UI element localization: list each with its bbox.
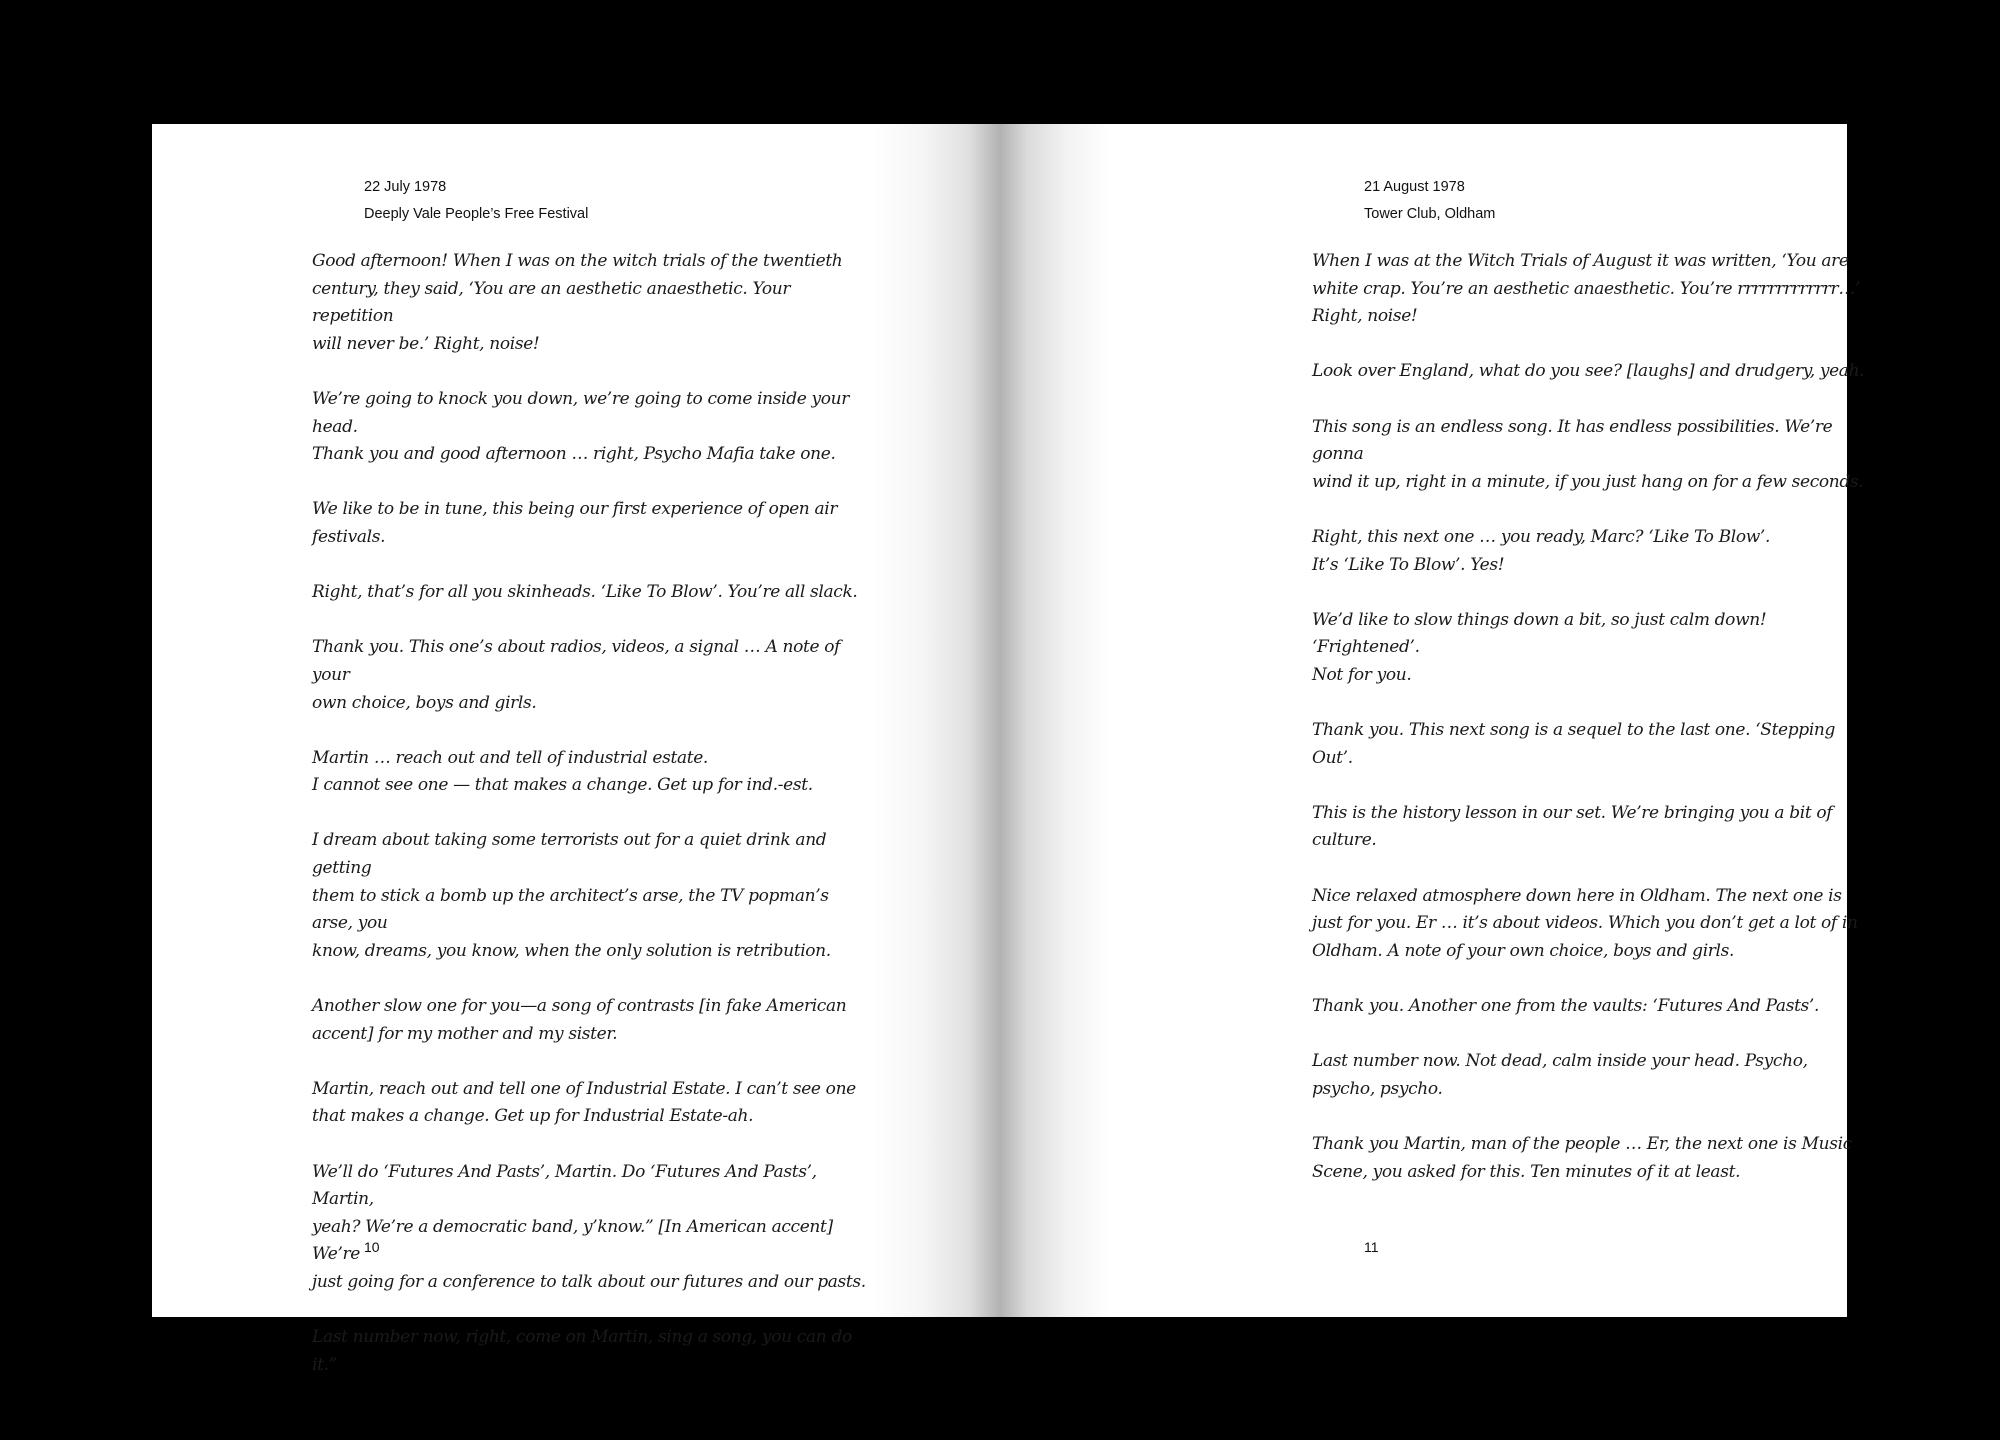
right-page-date: 21 August 1978 (1364, 179, 1465, 195)
left-page-date: 22 July 1978 (364, 179, 447, 195)
left-page (152, 124, 1000, 1375)
left-paragraph-1: Good afternoon! When I was on the witch trials of the twentieth century, they said, ‘You are an aesthetic anaesthetic. Your repetition will never be.’ Right, noise! (312, 251, 843, 354)
right-paragraph-11: Thank you Martin, man of the people … Er, the next one is Music Scene, you asked for this. Ten minutes of it at least. (1312, 1134, 1852, 1182)
right-paragraph-10: Last number now. Not dead, calm inside your head. Psycho, psycho, psycho. (1312, 1051, 1808, 1099)
left-paragraph-3: We like to be in tune, this being our first experience of open air festivals. (312, 499, 838, 547)
left-paragraph-10: We’ll do ‘Futures And Pasts’, Martin. Do ‘Futures And Pasts’, Martin, yeah? We’re a democratic band, y’know.” [In American accent] We’re just going for a conference to talk about our futures and our pasts. (312, 1161, 866, 1292)
right-page-body (1312, 248, 1872, 1214)
left-paragraph-6: Martin … reach out and tell of industrial estate. I cannot see one — that makes a change. Get up for ind.-est. (312, 747, 813, 796)
left-page-number: 10 (364, 1239, 380, 1255)
left-paragraph-7: I dream about taking some terrorists out for a quiet drink and getting them to stick a bomb up the architect’s arse, the TV popman’s arse, you know, dreams, you know, when the only solution is retribution. (312, 830, 831, 961)
right-paragraph-4: Right, this next one … you ready, Marc? ‘Like To Blow’. It’s ‘Like To Blow’. Yes! (1312, 526, 1771, 575)
left-paragraph-8: Another slow one for you—a song of contrasts [in fake American accent] for my mother and my sister. (312, 996, 847, 1044)
right-paragraph-6: Thank you. This next song is a sequel to the last one. ‘Stepping Out’. (1312, 720, 1836, 768)
left-paragraph-9: Martin, reach out and tell one of Industrial Estate. I can’t see one that makes a change. Get up for Industrial Estate-ah. (312, 1078, 856, 1127)
book-spread (152, 124, 1865, 1375)
left-page-venue: Deeply Vale People’s Free Festival (364, 206, 589, 222)
right-page-number: 11 (1364, 1239, 1379, 1255)
left-paragraph-5: Thank you. This one’s about radios, videos, a signal … A note of your own choice, boys and girls. (312, 637, 841, 713)
left-paragraph-4: Right, that’s for all you skinheads. ‘Like To Blow’. You’re all slack. (312, 582, 858, 603)
left-paragraph-11: Last number now, right, come on Martin, sing a song, you can do it.” (312, 1327, 852, 1375)
right-page-header (1364, 174, 1495, 228)
left-page-header (364, 174, 588, 228)
right-paragraph-8: Nice relaxed atmosphere down here in Oldham. The next one is just for you. Er … it’s about videos. Which you don’t get a lot of in Oldham. A note of your own choice, boys and girls. (1312, 885, 1858, 961)
right-paragraph-9: Thank you. Another one from the vaults: ‘Futures And Pasts’. (1312, 996, 1820, 1017)
right-paragraph-7: This is the history lesson in our set. We’re bringing you a bit of culture. (1312, 802, 1833, 851)
right-paragraph-2: Look over England, what do you see? [laughs] and drudgery, yeah. (1312, 361, 1865, 382)
left-paragraph-2: We’re going to knock you down, we’re going to come inside your head. Thank you and good afternoon … right, Psycho Mafia take one. (312, 388, 850, 465)
right-page (1000, 124, 1865, 1317)
right-page-venue: Tower Club, Oldham (1364, 206, 1496, 222)
right-paragraph-1: When I was at the Witch Trials of August it was written, ‘You are white crap. You’re an aesthetic anaesthetic. You’re rrrrrrrrrrrrr…’ Right, noise! (1312, 251, 1861, 327)
right-paragraph-3: This song is an endless song. It has endless possibilities. We’re gonna wind it up, right in a minute, if you just hang on for a few seconds. (1312, 416, 1864, 492)
right-paragraph-5: We’d like to slow things down a bit, so just calm down! ‘Frightened’. Not for you. (1312, 609, 1767, 685)
left-page-body (312, 248, 872, 1407)
